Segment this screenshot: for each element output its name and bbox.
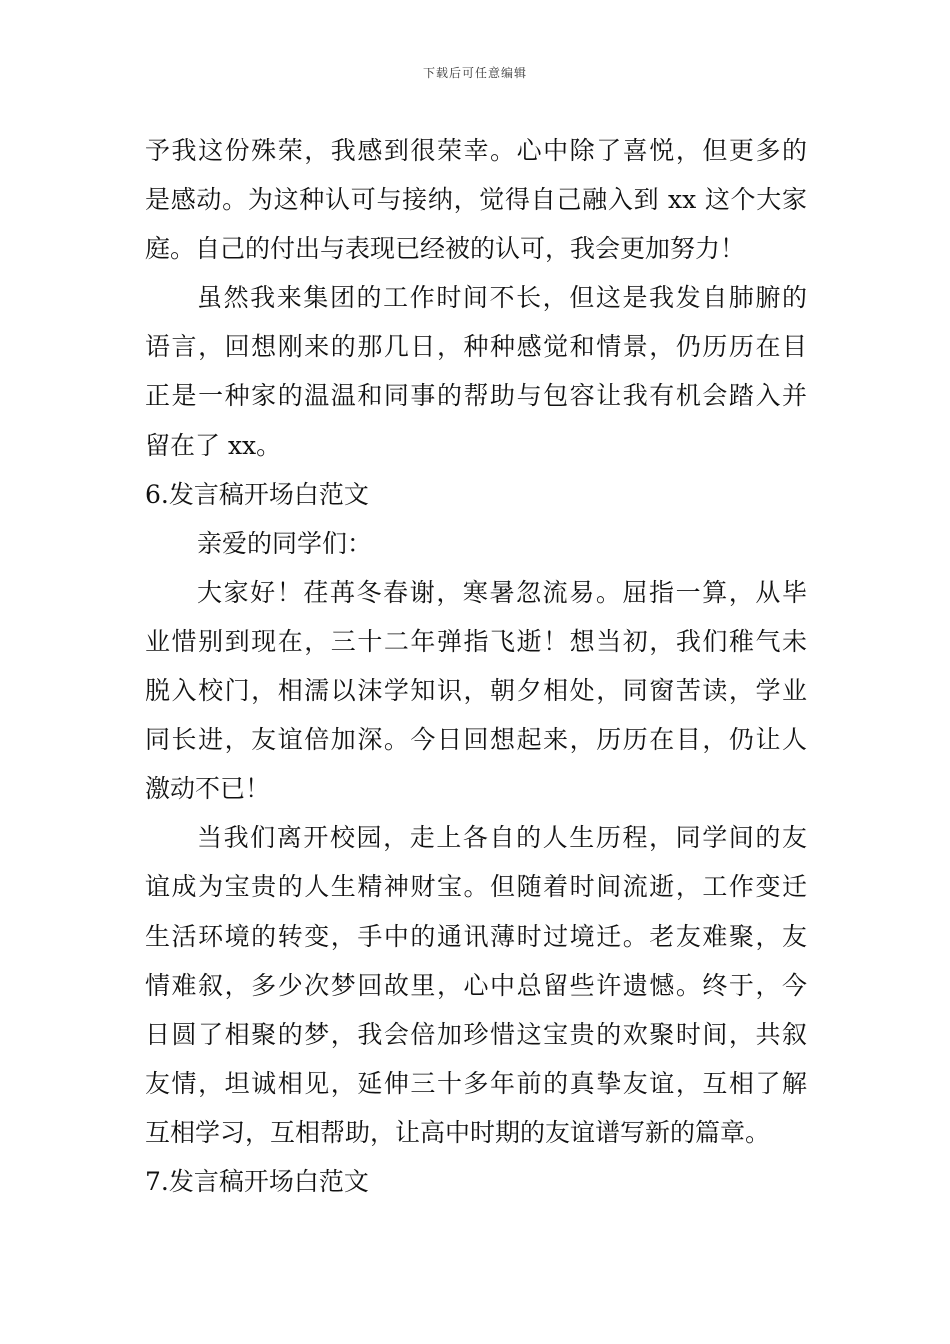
text-line: 虽然我来集团的工作时间不长，但这是我发自肺腑的	[197, 283, 807, 313]
text-line: 日圆了相聚的梦，我会倍加珍惜这宝贵的欢聚时间，共叙	[145, 1019, 807, 1049]
text-line: 友情，坦诚相见，延伸三十多年前的真挚友谊，互相了解	[145, 1068, 807, 1098]
text-line: 生活环境的转变，手中的通讯薄时过境迁。老友难聚，友	[145, 921, 807, 951]
paragraph	[145, 568, 807, 813]
section-heading	[145, 1157, 807, 1206]
paragraph	[145, 126, 807, 273]
text-line: 脱入校门，相濡以沫学知识，朝夕相处，同窗苦读，学业	[145, 676, 807, 706]
text-line: 语言，回想刚来的那几日，种种感觉和情景，仍历历在目	[145, 332, 807, 362]
text-line: 业惜别到现在，三十二年弹指飞逝！想当初，我们稚气未	[145, 626, 807, 656]
text-line: 情难叙，多少次梦回故里，心中总留些许遗憾。终于，今	[145, 970, 807, 1000]
text-line: 是感动。为这种认可与接纳，觉得自己融入到 xx 这个大家	[145, 185, 807, 215]
section-heading	[145, 470, 807, 519]
text-line: 庭。自己的付出与表现已经被的认可，我会更加努力！	[145, 234, 746, 264]
heading-line: 7.发言稿开场白范文	[145, 1166, 369, 1196]
page-header: 下载后可任意编辑	[422, 66, 527, 80]
heading-line: 6.发言稿开场白范文	[145, 479, 369, 509]
paragraph	[145, 273, 807, 469]
document-body	[145, 126, 807, 1206]
paragraph	[145, 813, 807, 1157]
text-line: 激动不已！	[145, 774, 271, 804]
text-line: 留在了 xx。	[145, 430, 282, 460]
text-line: 亲爱的同学们：	[197, 528, 373, 558]
text-line: 谊成为宝贵的人生精神财宝。但随着时间流逝，工作变迁	[145, 872, 807, 902]
text-line: 当我们离开校园，走上各自的人生历程，同学间的友	[197, 823, 807, 853]
text-line: 予我这份殊荣，我感到很荣幸。心中除了喜悦，但更多的	[145, 136, 807, 165]
text-line: 同长进，友谊倍加深。今日回想起来，历历在目，仍让人	[145, 725, 807, 755]
paragraph	[145, 519, 807, 568]
text-line: 大家好！荏苒冬春谢，寒暑忽流易。屈指一算，从毕	[197, 577, 807, 607]
text-line: 互相学习，互相帮助，让高中时期的友谊谱写新的篇章。	[145, 1117, 771, 1147]
text-line: 正是一种家的温温和同事的帮助与包容让我有机会踏入并	[145, 381, 807, 411]
